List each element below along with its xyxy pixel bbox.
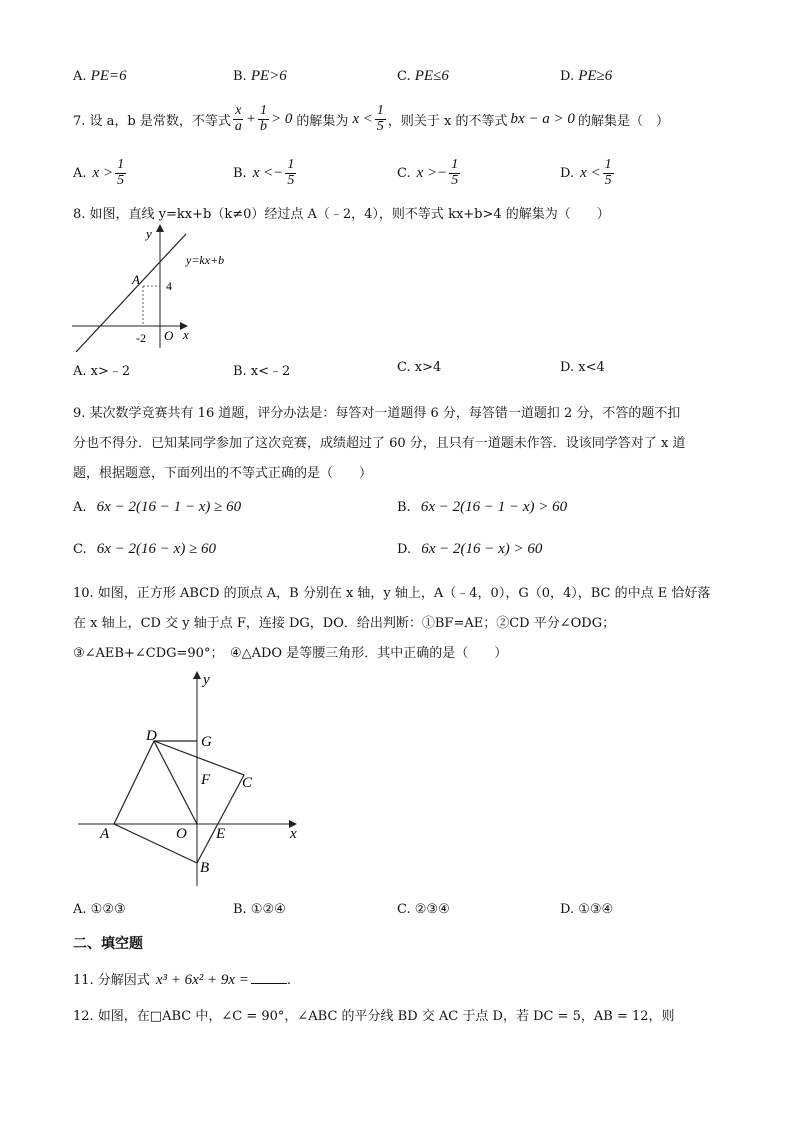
q8-y-arrow-icon: [156, 224, 164, 232]
q8-figure: [66, 222, 246, 352]
q10-line-2: 在 x 轴上，CD 交 y 轴于点 F，连接 DG，DO．给出判断：①BF=AE；②CD 平分∠ODG；: [73, 616, 616, 631]
q10-option-a[interactable]: A. ①②③: [73, 902, 126, 917]
q6-option-d[interactable]: D. PE≥6: [560, 68, 613, 84]
q8-x-label: x: [183, 327, 189, 342]
q10-y-arrow-icon: [193, 671, 201, 679]
fraction: $\frac{1}{5}$: [117, 157, 125, 188]
q7-stem: 7. 设 a，b 是常数，不等式 $\frac{x}{a}$ + $\frac{1}{b}$ > 0 的解集为 x < $\frac{1}{5}$ ，则关于 x 的不等式 bx − a > 0 的解集是（ ）: [73, 103, 669, 134]
q8-y-label: y: [146, 226, 152, 241]
q10-label-e: E: [216, 826, 226, 842]
q10-label-c: C: [242, 775, 253, 791]
q8-line-label: y=kx+b: [186, 253, 225, 267]
q8-option-b[interactable]: B. x<﹣2: [233, 364, 291, 379]
q9-option-a[interactable]: A. 6x − 2(16 − 1 − x) ≥ 60: [73, 499, 242, 515]
q11-answer-blank[interactable]: [251, 983, 287, 984]
fraction: $\frac{1}{5}$: [604, 157, 612, 188]
fraction: $\frac{x}{a}$: [234, 103, 242, 134]
q6-option-c[interactable]: C. PE≤6: [397, 68, 449, 84]
q6-option-b[interactable]: B. PE>6: [233, 68, 287, 84]
q9-option-c[interactable]: C. 6x − 2(16 − x) ≥ 60: [73, 541, 217, 557]
q10-option-d[interactable]: D. ①③④: [560, 902, 614, 917]
q10-square-abcd: [114, 741, 244, 863]
q8-origin-label: O: [164, 328, 174, 343]
q8-point-a-label: A: [132, 272, 140, 287]
q8-y-tick-label: 4: [166, 279, 172, 293]
q9-line-1: 9. 某次数学竞赛共有 16 道题，评分办法是：每答对一道题得 6 分，每答错一道题扣 2 分，不答的题不扣: [73, 406, 681, 421]
fraction: $\frac{1}{b}$: [260, 103, 267, 134]
q10-option-b[interactable]: B. ①②④: [233, 902, 286, 917]
q9-option-d[interactable]: D. 6x − 2(16 − x) > 60: [397, 541, 543, 557]
q6-option-a[interactable]: A. PE=6: [73, 68, 127, 84]
q12-stem: 12. 如图，在□ABC 中，∠C = 90°，∠ABC 的平分线 BD 交 AC 于点 D，若 DC = 5，AB = 12，则: [73, 1009, 675, 1024]
q8-stem: 8. 如图，直线 y=kx+b（k≠0）经过点 A（﹣2，4），则不等式 kx+b>4 的解集为（ ）: [73, 207, 610, 222]
q10-label-g: G: [201, 734, 212, 750]
q7-option-b[interactable]: B. x < − $\frac{1}{5}$: [233, 157, 295, 188]
q10-label-f: F: [201, 772, 211, 788]
q10-line-1: 10. 如图，正方形 ABCD 的顶点 A，B 分别在 x 轴，y 轴上，A（﹣4，0），G（0，4），BC 的中点 E 恰好落: [73, 586, 711, 601]
q10-segment-do: [154, 741, 197, 824]
q10-figure: [70, 668, 310, 890]
q7-option-c[interactable]: C. x > − $\frac{1}{5}$: [397, 157, 459, 188]
q9-line-3: 题，根据题意，下面列出的不等式正确的是（ ）: [73, 466, 373, 481]
q10-label-b: B: [200, 860, 210, 876]
q7-option-d[interactable]: D. x < $\frac{1}{5}$: [560, 157, 612, 188]
q10-label-x: x: [290, 826, 297, 842]
q8-option-c[interactable]: C. x>4: [397, 360, 442, 375]
fraction: $\frac{1}{5}$: [451, 157, 459, 188]
q8-x-tick-label: -2: [136, 331, 146, 345]
q10-line-3: ③∠AEB+∠CDG=90°； ④△ADO 是等腰三角形．其中正确的是（ ）: [73, 646, 508, 661]
q11-stem: 11. 分解因式 x³ + 6x² + 9x = .: [73, 972, 292, 988]
q9-option-b[interactable]: B. 6x − 2(16 − 1 − x) > 60: [397, 499, 568, 515]
q10-label-y: y: [203, 672, 210, 688]
q9-line-2: 分也不得分．已知某同学参加了这次竞赛，成绩超过了 60 分，且只有一道题未作答．设该同学答对了 x 道: [73, 436, 686, 451]
q10-option-c[interactable]: C. ②③④: [397, 902, 450, 917]
q10-label-o: O: [176, 826, 187, 842]
q10-label-d: D: [146, 728, 157, 744]
q7-option-a[interactable]: A. x > $\frac{1}{5}$: [73, 157, 125, 188]
q8-option-a[interactable]: A. x>﹣2: [73, 364, 131, 379]
q8-option-d[interactable]: D. x<4: [560, 360, 605, 375]
q10-label-a: A: [100, 826, 110, 842]
fraction: $\frac{1}{5}$: [376, 103, 384, 134]
section-title: 二、填空题: [73, 936, 143, 952]
fraction: $\frac{1}{5}$: [287, 157, 295, 188]
